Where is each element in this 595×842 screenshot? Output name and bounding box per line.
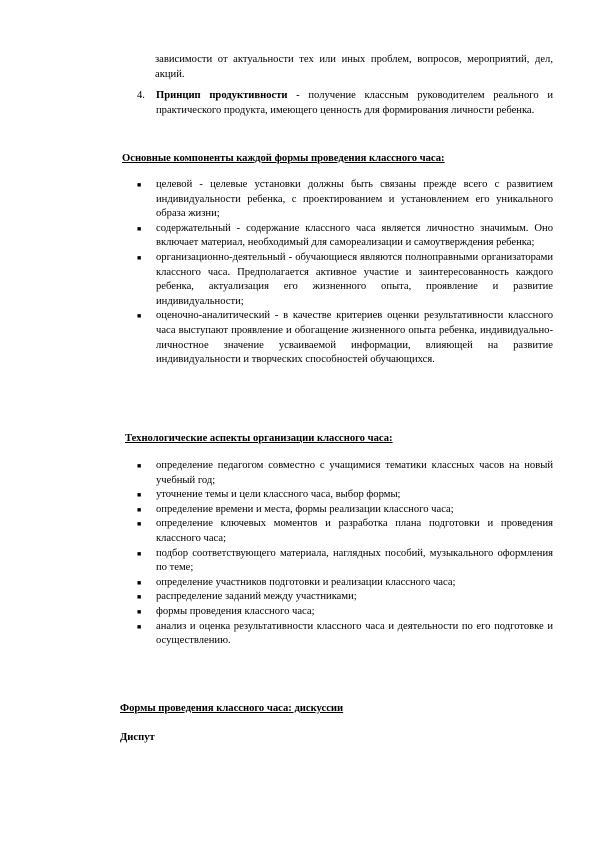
list-item: ■ оценочно-аналитический - в качестве критериев оценки результативности классного часа выступают проявление и обогащение жизненного опыта ребенка, индивидуально-личностное значение усваиваемой информации, влияющей на развитие индивидуальности и творческих способностей обучающихся. (137, 309, 553, 367)
list-item: ■ определение участников подготовки и реализации классного часа; (137, 576, 553, 591)
heading-forms: Формы проведения классного часа: дискуссии (120, 703, 344, 714)
numbered-list (137, 89, 553, 118)
list-item: ■ организационно-деятельный - обучающиеся являются полноправными организаторами классного часа. Предполагается активное участие и заинтересованность каждого ребенка, актуализация его жизненного опыта, проявление и развитие индивидуальности; (137, 251, 553, 309)
bullet-square-icon: ■ (137, 462, 142, 470)
bullet-square-icon: ■ (137, 224, 142, 233)
list-item (137, 89, 553, 118)
bullet-square-icon: ■ (137, 578, 142, 587)
item-number: 4. (137, 90, 145, 101)
list-item: ■ подбор соответствующего материала, наглядных пособий, музыкального оформления по теме; (137, 547, 553, 576)
list-item: ■ целевой - целевые установки должны быть связаны прежде всего с развитием индивидуальности ребенка, с проектированием и установлением его уникального образа жизни; (137, 178, 553, 222)
bullet-square-icon: ■ (137, 181, 142, 189)
bullet-square-icon: ■ (137, 593, 142, 602)
list-item: ■ определение времени и места, формы реализации классного часа; (137, 503, 553, 518)
bullet-square-icon: ■ (137, 491, 142, 500)
bullet-square-icon: ■ (137, 312, 142, 321)
bullet-square-icon: ■ (137, 505, 142, 514)
heading-aspects: Технологические аспекты организации классного часа: (125, 433, 393, 444)
list-item: ■ распределение заданий между участниками; (137, 590, 553, 605)
principle-term: Принцип продуктивности (156, 90, 288, 101)
components-list (137, 178, 553, 368)
list-item: ■ определение педагогом совместно с учащимися тематики классных часов на новый учебный год; (137, 459, 553, 488)
bullet-square-icon: ■ (137, 622, 142, 631)
list-item: ■ содержательный - содержание классного часа является личностно значимым. Оно включает материал, необходимый для самореализации и самоутверждения ребенка; (137, 222, 553, 251)
principle-text: - получение классным руководителем реального и практического продукта, имеющего ценность для формирования личности ребенка. (156, 90, 553, 116)
list-item: ■ анализ и оценка результативности классного часа и деятельности по его подготовке и осуществлению. (137, 620, 553, 649)
list-item: ■ определение ключевых моментов и разработка плана подготовки и проведения классного часа; (137, 517, 553, 546)
continuation-paragraph: зависимости от актуальности тех или иных проблем, вопросов, мероприятий, дел, акций. (155, 54, 553, 80)
heading-components: Основные компоненты каждой формы проведения классного часа: (122, 153, 445, 164)
list-item: ■ формы проведения классного часа; (137, 605, 553, 620)
bullet-square-icon: ■ (137, 549, 142, 558)
bullet-square-icon: ■ (137, 607, 142, 616)
heading-dispute: Диспут (120, 732, 155, 743)
bullet-square-icon: ■ (137, 253, 142, 262)
bullet-square-icon: ■ (137, 520, 142, 529)
list-item: ■ уточнение темы и цели классного часа, выбор формы; (137, 488, 553, 503)
aspects-list (137, 459, 553, 649)
